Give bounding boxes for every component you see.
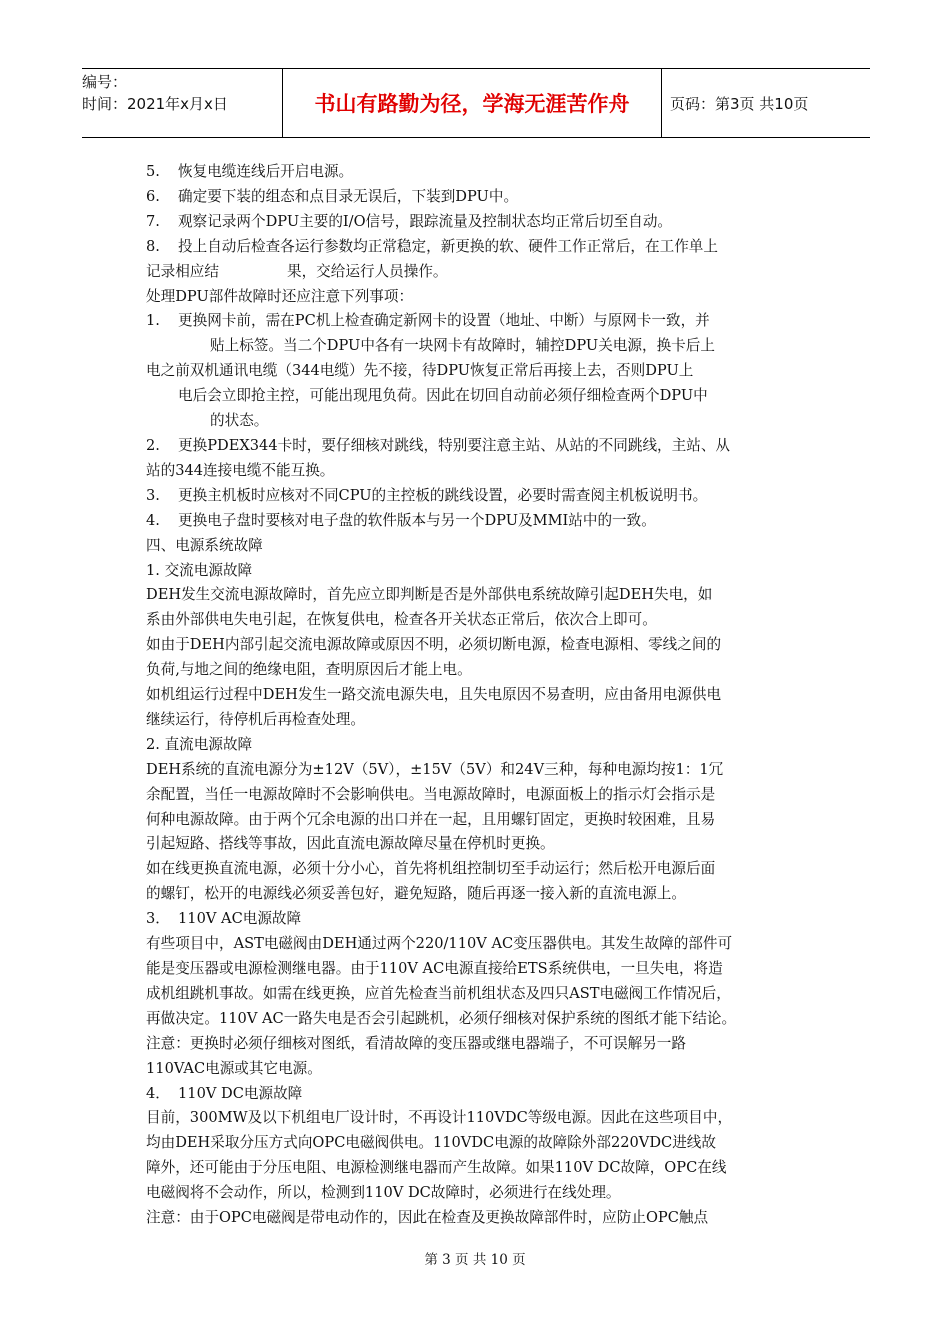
document-body: [146, 160, 810, 1231]
line-text: 电后会立即抢主控，可能出现甩负荷。因此在切回自动前必须仔细检查两个DPU中: [178, 387, 708, 405]
text-line: [146, 808, 810, 833]
text-line: [146, 285, 810, 310]
text-line: [146, 334, 810, 359]
line-text: DEH系统的直流电源分为±12V（5V），±15V（5V）和24V三种，每种电源均按1：1冗: [146, 760, 724, 778]
text-line: [146, 235, 810, 260]
line-text: 目前，300MW及以下机组电厂设计时，不再设计110VDC等级电源。因此在这些项目中，: [146, 1109, 733, 1127]
text-line: [146, 857, 810, 882]
line-text: 注意：更换时必须仔细核对图纸，看清故障的变压器或继电器端子，不可误解另一路: [146, 1034, 686, 1052]
line-text: 确定要下装的组态和点目录无误后，下装到DPU中。: [178, 187, 519, 205]
header-page-number: 页码：第3页 共10页: [670, 94, 809, 113]
line-text: 记录相应结: [146, 262, 219, 280]
list-number: 4．: [146, 1084, 170, 1102]
text-line: [146, 583, 810, 608]
text-line: [146, 384, 810, 409]
line-text-continued: 果，交给运行人员操作。: [286, 262, 448, 280]
line-text: 更换PDEX344卡时，要仔细核对跳线，特别要注意主站、从站的不同跳线，主站、从: [178, 436, 731, 454]
line-text: 110VAC电源或其它电源。: [146, 1059, 322, 1077]
text-line: [146, 1181, 810, 1206]
line-text: 继续运行，待停机后再检查处理。: [146, 710, 365, 728]
text-line: [146, 708, 810, 733]
line-text: 电磁阀将不会动作，所以，检测到110V DC故障时，必须进行在线处理。: [146, 1184, 621, 1202]
list-number: 3.: [146, 486, 160, 504]
line-text: 的状态。: [210, 412, 269, 430]
text-line: [146, 309, 810, 334]
text-line: [146, 260, 810, 285]
text-line: [146, 1007, 810, 1032]
list-number: 6.: [146, 187, 160, 205]
text-line: [146, 658, 810, 683]
line-text: 负荷,与地之间的绝缘电阻，查明原因后才能上电。: [146, 661, 472, 679]
line-text: 110V DC电源故障: [178, 1084, 303, 1102]
list-number: 8.: [146, 237, 160, 255]
line-text: 观察记录两个DPU主要的I/O信号，跟踪流量及控制状态均正常后切至自动。: [178, 212, 673, 230]
line-text: 四、电源系统故障: [146, 536, 263, 554]
list-number: 3．: [146, 910, 170, 928]
text-line: [146, 409, 810, 434]
text-line: [146, 534, 810, 559]
text-line: [146, 957, 810, 982]
list-number: 1.: [146, 312, 160, 330]
line-text: 的螺钉，松开的电源线必须妥善包好，避免短路，随后再逐一接入新的直流电源上。: [146, 885, 686, 903]
line-text: 如在线更换直流电源，必须十分小心，首先将机组控制切至手动运行；然后松开电源后面: [146, 860, 716, 878]
line-text: 成机组跳机事故。如需在线更换，应首先检查当前机组状态及四只AST电磁阀工作情况后，: [146, 984, 731, 1002]
line-text: 110V AC电源故障: [178, 910, 302, 928]
text-line: [146, 1131, 810, 1156]
text-line: [146, 210, 810, 235]
text-line: [146, 758, 810, 783]
text-line: [146, 832, 810, 857]
list-number: 2.: [146, 436, 160, 454]
line-text: 有些项目中，AST电磁阀由DEH通过两个220/110V AC变压器供电。其发生故障的部件可: [146, 935, 733, 953]
text-line: [146, 932, 810, 957]
page-header: [82, 68, 870, 138]
line-text: 注意：由于OPC电磁阀是带电动作的，因此在检查及更换故障部件时，应防止OPC触点: [146, 1209, 709, 1227]
text-line: [146, 1057, 810, 1082]
header-motto: 书山有路勤为径，学海无涯苦作舟: [282, 69, 662, 137]
list-number: 7.: [146, 212, 160, 230]
document-number: 编号：: [82, 73, 128, 91]
text-line: [146, 185, 810, 210]
text-line: [146, 1106, 810, 1131]
text-line: [146, 633, 810, 658]
line-text: DEH发生交流电源故障时，首先应立即判断是否是外部供电系统故障引起DEH失电，如: [146, 586, 713, 604]
text-line: [146, 1206, 810, 1231]
text-line: [146, 683, 810, 708]
page-footer: 第 3 页 共 10 页: [424, 1252, 526, 1268]
text-line: [146, 1082, 810, 1107]
line-text: 能是变压器或电源检测继电器。由于110V AC电源直接给ETS系统供电，一旦失电，将造: [146, 960, 723, 977]
text-line: [146, 783, 810, 808]
line-text: 余配置，当任一电源故障时不会影响供电。当电源故障时，电源面板上的指示灯会指示是: [146, 785, 716, 803]
line-text: 投上自动后检查各运行参数均正常稳定，新更换的软、硬件工作正常后，在工作单上: [178, 237, 718, 255]
text-line: [146, 982, 810, 1007]
line-text: 站的344连接电缆不能互换。: [146, 461, 335, 479]
line-text: 系由外部供电失电引起，在恢复供电，检查各开关状态正常后，依次合上即可。: [146, 611, 657, 629]
line-text: 贴上标签。当二个DPU中各有一块网卡有故障时，辅控DPU关电源，换卡后上: [210, 337, 715, 355]
text-line: [146, 509, 810, 534]
line-text: 均由DEH采取分压方式向OPC电磁阀供电。110VDC电源的故障除外部220VDC进线故: [146, 1134, 716, 1152]
line-text: 障外，还可能由于分压电阻、电源检测继电器而产生故障。如果110V DC故障，OPC在线: [146, 1159, 727, 1177]
line-text: 电之前双机通讯电缆（344电缆）先不接，待DPU恢复正常后再接上去，否则DPU上: [146, 362, 694, 380]
text-line: [146, 459, 810, 484]
line-text: 更换网卡前，需在PC机上检查确定新网卡的设置（地址、中断）与原网卡一致，并: [178, 312, 710, 330]
line-text: 如机组运行过程中DEH发生一路交流电源失电，且失电原因不易查明，应由备用电源供电: [146, 686, 722, 704]
line-text: 何种电源故障。由于两个冗余电源的出口并在一起，且用螺钉固定，更换时较困难，且易: [146, 810, 716, 828]
header-left-cell: [82, 69, 282, 139]
document-date: 时间：2021年x月x日: [82, 95, 228, 113]
text-line: [146, 608, 810, 633]
text-line: [146, 1156, 810, 1181]
text-line: [146, 882, 810, 907]
text-line: [146, 359, 810, 384]
text-line: [146, 1032, 810, 1057]
list-number: 5.: [146, 163, 160, 180]
line-text: 更换主机板时应核对不同CPU的主控板的跳线设置，必要时需查阅主机板说明书。: [178, 486, 708, 504]
text-line: [146, 484, 810, 509]
line-text: 恢复电缆连线后开启电源。: [178, 163, 354, 180]
line-text: 处理DPU部件故障时还应注意下列事项：: [146, 287, 414, 305]
line-text: 再做决定。110V AC一路失电是否会引起跳机，必须仔细核对保护系统的图纸才能下结论。: [146, 1009, 737, 1027]
text-line: [146, 733, 810, 758]
line-text: 引起短路、搭线等事故，因此直流电源故障尽量在停机时更换。: [146, 835, 555, 853]
list-number: 4.: [146, 511, 160, 529]
line-text: 更换电子盘时要核对电子盘的软件版本与另一个DPU及MMI站中的一致。: [178, 511, 656, 529]
text-line: [146, 160, 810, 185]
line-text: 如由于DEH内部引起交流电源故障或原因不明，必须切断电源，检查电源相、零线之间的: [146, 636, 722, 654]
text-line: [146, 434, 810, 459]
text-line: [146, 559, 810, 584]
text-line: [146, 907, 810, 932]
line-text: 1. 交流电源故障: [146, 561, 253, 579]
line-text: 2. 直流电源故障: [146, 735, 253, 753]
